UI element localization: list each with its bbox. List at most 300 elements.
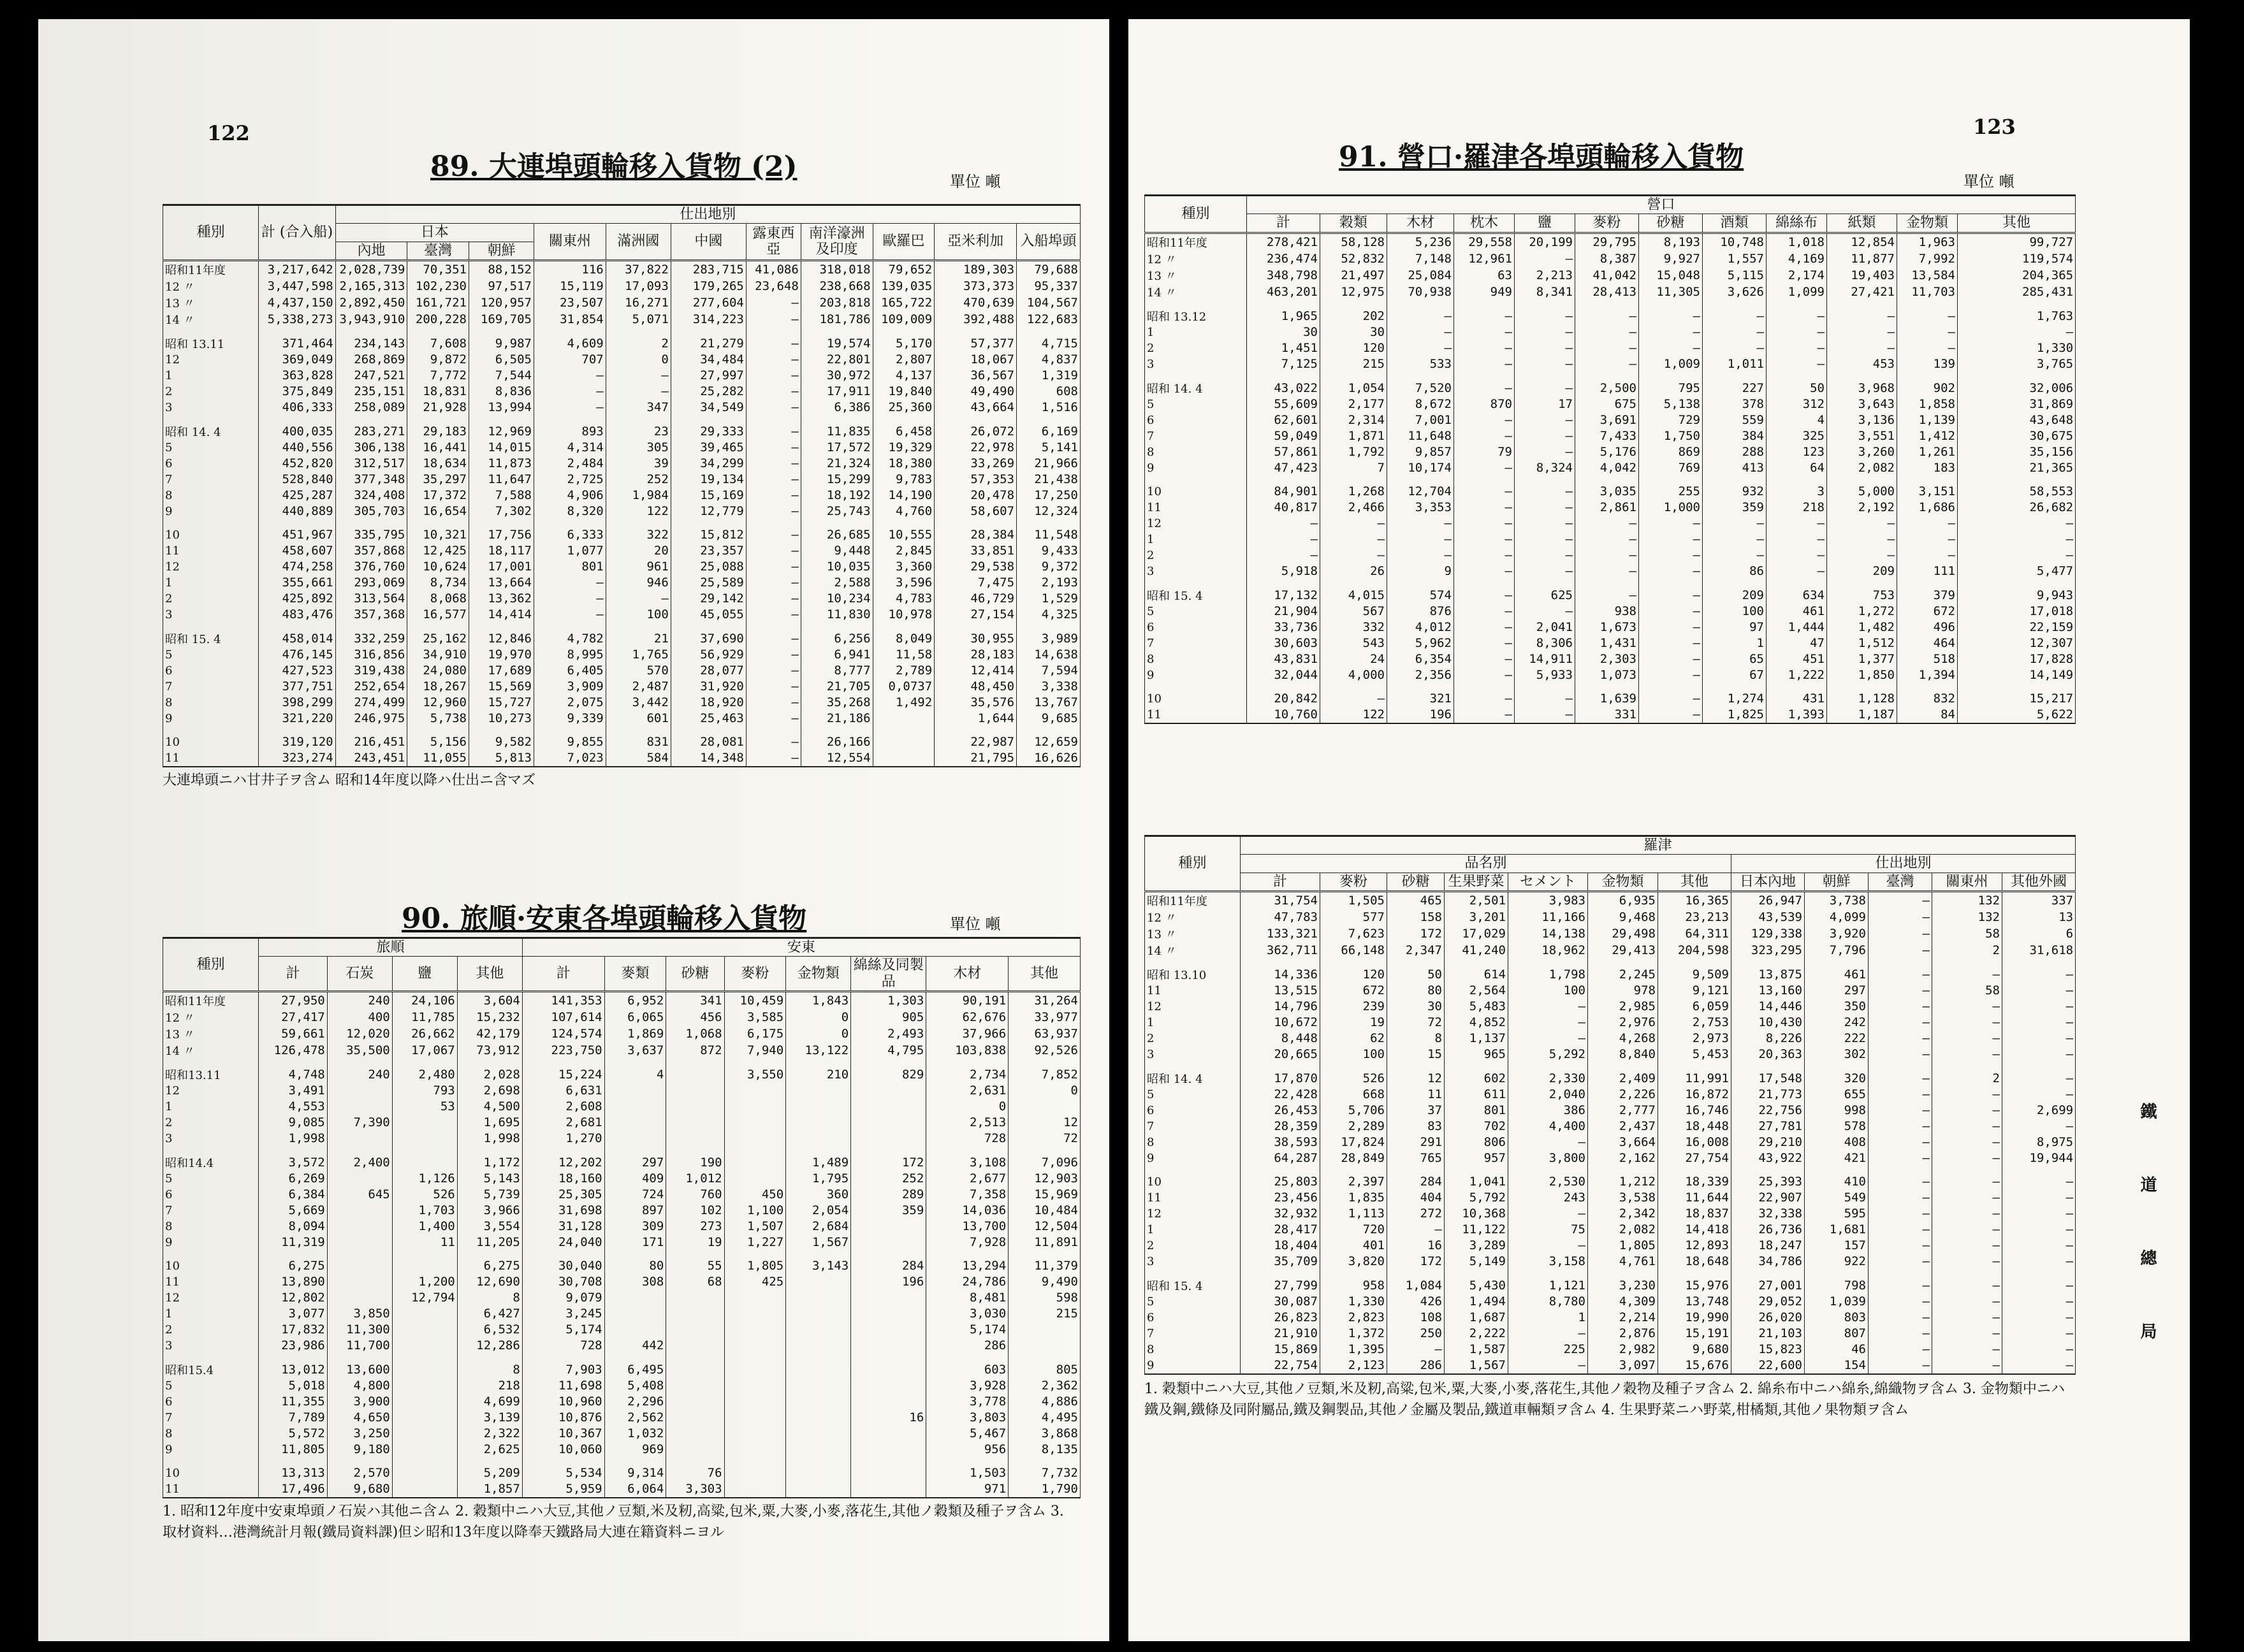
table-cell: 2,501 [1445,891,1508,909]
table-row [1145,1277,2076,1294]
table-row [1145,1166,2076,1174]
row-label [1145,1062,1241,1070]
table-cell: 1,750 [1639,428,1703,444]
table-cell: — [1320,532,1387,547]
table-cell: — [1575,547,1639,563]
table-cell: 11 [392,1235,457,1250]
table-cell: 2,734 [926,1066,1009,1083]
table-cell [666,1458,724,1465]
table-cell: 3,201 [1445,909,1508,925]
row-label: 昭和13.11 [163,1066,259,1083]
table-cell: — [1454,587,1515,604]
table-cell: 2,192 [1827,500,1897,516]
table-row [163,1187,1081,1203]
row-label: 1 [1145,1222,1241,1238]
table-cell: 6,405 [534,663,606,679]
table-cell: 3,360 [873,559,935,575]
table-cell [327,1171,392,1187]
table-cell: 158 [1387,909,1445,925]
table-cell: 21,497 [1320,267,1387,284]
table-cell [1009,1354,1081,1361]
table-cell [604,1083,666,1099]
table-cell: 7,623 [1320,925,1387,942]
table-cell: 6,065 [604,1009,666,1025]
table-cell [786,1354,851,1361]
table-cell: 1,400 [392,1219,457,1235]
table-cell [935,623,1017,630]
table-cell: — [1827,340,1897,356]
col-header: 砂糖 [1387,873,1445,891]
table-cell [1387,476,1454,484]
table-cell: 30,040 [522,1258,604,1274]
table-cell: 483,476 [259,607,335,623]
table-cell: — [1827,308,1897,324]
table-cell: 30 [1387,999,1445,1015]
table-cell: 234,143 [335,335,407,352]
row-label: 1 [1145,1015,1241,1031]
table-cell [534,328,606,335]
table-cell: 10,760 [1247,707,1320,723]
table-cell: 4,400 [1508,1119,1588,1134]
table-cell: 6,333 [534,527,606,543]
table-row [1145,1358,2076,1374]
table-cell: 246,975 [335,711,407,727]
table-cell: 12,659 [1017,734,1081,750]
table-cell: — [606,368,671,384]
table-cell: 62 [1320,1031,1387,1047]
table-cell: — [1932,1310,2002,1326]
table-cell [724,1131,786,1147]
table-cell: 309 [604,1219,666,1235]
table-cell: 21,795 [935,750,1017,767]
table-cell [724,1250,786,1258]
table-cell [1575,579,1639,587]
table-cell: 533 [1387,356,1454,372]
table-cell: 31,869 [1958,396,2076,412]
table-cell [786,1059,851,1066]
table-cell [259,1458,327,1465]
table-cell: 1,377 [1827,651,1897,667]
table-cell: 5,962 [1387,635,1454,651]
table-cell: 79 [1454,444,1515,460]
table-cell: 297 [604,1154,666,1171]
table-cell [1897,372,1958,380]
table-cell: 5,149 [1445,1254,1508,1270]
table-cell: 978 [1588,983,1658,999]
table-cell [1387,1166,1445,1174]
table-cell: — [1387,532,1454,547]
table-cell: 86 [1703,563,1767,579]
table-row [1145,959,2076,966]
table-cell: 80 [604,1258,666,1274]
table-cell: — [1454,484,1515,500]
table-cell [786,1426,851,1442]
table-cell [259,623,335,630]
table-cell: 2 [1932,1070,2002,1087]
table-cell: 25,305 [522,1187,604,1203]
table-cell: 8,324 [1515,460,1575,476]
table-cell: 3,868 [1009,1426,1081,1442]
table-row [1145,1103,2076,1119]
table-cell: 3,538 [1588,1190,1658,1206]
table-cell: 132 [1932,891,2002,909]
table-cell: 9,180 [327,1442,392,1458]
table-cell: 19,574 [801,335,873,352]
table-cell [392,1410,457,1426]
table-cell [851,1338,926,1354]
table-cell: 795 [1639,380,1703,396]
table-cell: — [1767,516,1827,532]
table-cell [604,1115,666,1131]
table-cell: — [534,384,606,400]
col-header-type: 種別 [163,938,259,992]
table-cell: 2,845 [873,543,935,559]
table-cell [851,1235,926,1250]
table-cell: 240 [327,1066,392,1083]
row-label: 1 [1145,532,1247,547]
table-cell: 7,608 [407,335,469,352]
table-cell [801,328,873,335]
table-cell: — [606,591,671,607]
table-cell: 29,142 [671,591,746,607]
table-cell: 421 [1805,1150,1869,1166]
table-cell: 9,448 [801,543,873,559]
table-cell [604,1322,666,1338]
table-cell: 595 [1805,1206,1869,1222]
table-cell: 2,892,450 [335,294,407,311]
table-cell: 39 [606,456,671,472]
table-cell [1017,727,1081,734]
table-cell: 2,289 [1320,1119,1387,1134]
table-cell: 308 [604,1274,666,1290]
table-cell: 3,550 [724,1066,786,1083]
table-cell: 37,822 [606,260,671,278]
table-cell: — [1897,547,1958,563]
table-cell: 16 [1387,1238,1445,1254]
col-header: 計 [1241,873,1320,891]
table-cell [392,1338,457,1354]
table-cell: 1,494 [1445,1294,1508,1310]
table-cell: 3,604 [457,991,522,1009]
table-cell [469,328,534,335]
table-cell: 335,795 [335,527,407,543]
table-cell: 56,929 [671,647,746,663]
table-cell: — [1575,587,1639,604]
table-cell: 2,322 [457,1426,522,1442]
table-cell: 49,490 [935,384,1017,400]
table-cell: 1,084 [1387,1277,1445,1294]
table-cell: 19,944 [2002,1150,2076,1166]
table-cell: 17 [1515,396,1575,412]
table-cell: — [1869,1190,1932,1206]
table-cell: 603 [926,1361,1009,1378]
table-cell: 26,072 [935,423,1017,440]
table-cell: — [1869,1206,1932,1222]
table-cell: 377,348 [335,472,407,488]
table-row [163,559,1081,575]
table-cell: 92,526 [1009,1042,1081,1059]
table-cell: 10,174 [1387,460,1454,476]
table-cell [1897,476,1958,484]
row-label: 12 [1145,999,1241,1015]
table-cell: 6 [2002,925,2076,942]
table-cell [606,519,671,527]
table-cell: — [1827,547,1897,563]
table-cell: 9,339 [534,711,606,727]
table-cell: 252,654 [335,679,407,695]
table-cell [1445,959,1508,966]
table-cell: 3,900 [327,1394,392,1410]
table-row [163,472,1081,488]
table-cell: 570 [606,663,671,679]
table-cell: — [1515,547,1575,563]
table-cell: 318,018 [801,260,873,278]
table-cell: 43,831 [1247,651,1320,667]
table-cell: 461 [1767,604,1827,620]
table-cell: — [1515,691,1575,707]
table-cell: 50 [1767,380,1827,396]
table-cell: 26,166 [801,734,873,750]
table-cell: 25,589 [671,575,746,591]
table-cell: 20,363 [1731,1047,1805,1062]
table-cell: — [1932,1254,2002,1270]
table-cell: 18,837 [1658,1206,1731,1222]
table-row [1145,233,2076,250]
table-cell: 2,226 [1588,1087,1658,1103]
table-cell: 288 [1703,444,1767,460]
table-cell: 2,040 [1508,1087,1588,1103]
row-label: 9 [1145,1358,1241,1374]
table-cell: 88,152 [469,260,534,278]
table-cell: — [2002,999,2076,1015]
col-header: 紙類 [1827,214,1897,233]
table-row [163,1258,1081,1274]
table-cell: — [1767,563,1827,579]
table-cell [786,1131,851,1147]
table-cell [666,1147,724,1154]
table-cell: 100 [1320,1047,1387,1062]
table-cell [457,1059,522,1066]
group-header-rashin: 羅津 [1241,836,2076,855]
table-cell [1445,1270,1508,1277]
table-cell [746,328,801,335]
table-cell: — [1508,1358,1588,1374]
table-cell: 29,498 [1588,925,1658,942]
table-cell [1320,1270,1387,1277]
row-label: 2 [163,591,259,607]
table-cell: — [1932,1326,2002,1342]
table-cell: 425,287 [259,488,335,504]
table-cell: 13,875 [1731,966,1805,983]
table-cell: 2,861 [1575,500,1639,516]
table-cell: 1,039 [1805,1294,1869,1310]
table-cell: — [1575,308,1639,324]
table-cell [724,1361,786,1378]
row-label: 1 [1145,324,1247,340]
table-cell [259,328,335,335]
table-row [1145,635,2076,651]
table-cell: 803 [1805,1310,1869,1326]
table-cell: 645 [327,1187,392,1203]
table-cell: 27,781 [1731,1119,1805,1134]
table-cell: 23,456 [1241,1190,1320,1206]
table-cell: — [1767,340,1827,356]
table-cell: 2,356 [1387,667,1454,683]
table-cell: 29,558 [1454,233,1515,250]
table-cell: 1,187 [1827,707,1897,723]
table-cell: 7,772 [407,368,469,384]
table-cell: 33,977 [1009,1009,1081,1025]
table-cell: 760 [666,1187,724,1203]
table-row [1145,428,2076,444]
table-cell: 4,099 [1805,909,1869,925]
table-cell: 5,813 [469,750,534,767]
table-cell: 728 [522,1338,604,1354]
table-cell: 1,139 [1897,412,1958,428]
page-number: 123 [1973,115,2016,139]
table-cell: — [1454,380,1515,396]
table-cell: 42,179 [457,1025,522,1042]
table-cell [1869,959,1932,966]
table-cell: 13,600 [327,1361,392,1378]
table-cell: 3,353 [1387,500,1454,516]
table-cell: 284 [1387,1174,1445,1190]
table-cell: 1,372 [1320,1326,1387,1342]
table-cell [1658,959,1731,966]
table-cell: 8,320 [534,504,606,519]
table-cell [724,1354,786,1361]
table-cell: 31,618 [2002,942,2076,959]
table-cell: — [1515,532,1575,547]
table-cell: — [1897,516,1958,532]
table-cell: — [1932,1358,2002,1374]
table-cell [259,416,335,423]
table-cell [873,623,935,630]
table-cell: 17,018 [1958,604,2076,620]
table-cell: 23 [606,423,671,440]
table-cell [873,416,935,423]
table-cell: 7,852 [1009,1066,1081,1083]
table-cell: — [2002,1277,2076,1294]
table-cell: 1,330 [1320,1294,1387,1310]
table-cell: 15,048 [1639,267,1703,284]
table-cell: 76 [666,1465,724,1481]
table-cell: 21 [606,630,671,647]
table-cell: 21,773 [1731,1087,1805,1103]
table-row [1145,579,2076,587]
table-row [163,1066,1081,1083]
table-cell: 35,156 [1958,444,2076,460]
table-row [1145,1119,2076,1134]
table-cell: 8,448 [1241,1031,1320,1047]
row-label [1145,1270,1241,1277]
table-cell: 22,159 [1958,620,2076,635]
table-cell: 34,910 [407,647,469,663]
row-label: 昭和11年度 [1145,891,1241,909]
table-cell: — [746,679,801,695]
table-cell: 13 [2002,909,2076,925]
table-cell: 11,805 [259,1442,327,1458]
row-label: 9 [163,711,259,727]
table-cell: 9,372 [1017,559,1081,575]
table-cell: 765 [1387,1150,1445,1166]
table-row [163,543,1081,559]
table-cell: 2,028,739 [335,260,407,278]
col-header: 南洋濠洲及印度 [801,224,873,261]
table-row [163,456,1081,472]
table-cell: 655 [1805,1087,1869,1103]
table-cell: 10,484 [1009,1203,1081,1219]
table-cell: 12,202 [522,1154,604,1171]
table-cell: 209 [1827,563,1897,579]
table-cell: 6,256 [801,630,873,647]
table-cell: 11,703 [1897,284,1958,300]
table-cell: 218 [457,1378,522,1394]
table-cell [1508,1062,1588,1070]
col-header: 生果野菜 [1445,873,1508,891]
table-cell: 6,941 [801,647,873,663]
table-cell: 10,234 [801,591,873,607]
table-cell: 1,557 [1703,250,1767,267]
table-cell [522,1250,604,1258]
table-cell: 23,213 [1658,909,1731,925]
table-cell: 5,292 [1508,1047,1588,1062]
table-cell: — [1575,324,1639,340]
table-cell: 1,695 [457,1115,522,1131]
table-cell [469,416,534,423]
table-cell: 404 [1387,1190,1445,1206]
table-cell: 668 [1320,1087,1387,1103]
table-row [1145,1270,2076,1277]
table-row [1145,1254,2076,1270]
table-cell [1247,579,1320,587]
table-row [163,1354,1081,1361]
table-cell: 1,858 [1897,396,1958,412]
table-cell: 18,160 [522,1171,604,1187]
table-cell: — [1575,516,1639,532]
table-cell: 458,014 [259,630,335,647]
table-cell: 46,729 [935,591,1017,607]
table-cell [1387,372,1454,380]
table-cell [1958,476,2076,484]
table-cell: — [1869,1294,1932,1310]
table-row [163,504,1081,519]
table-cell: 14,911 [1515,651,1575,667]
row-label: 14 〃 [1145,942,1241,959]
table-cell: 28,384 [935,527,1017,543]
table-row [163,647,1081,663]
table-cell [786,1147,851,1154]
table-cell: 227 [1703,380,1767,396]
table-cell: — [1515,604,1575,620]
col-header-type: 種別 [1145,836,1241,892]
row-label: 12 〃 [1145,250,1247,267]
table-cell: 1,113 [1320,1206,1387,1222]
table-cell: 14,138 [1508,925,1588,942]
table-cell [407,727,469,734]
table-cell: 9,314 [604,1465,666,1481]
table-cell: 9,509 [1658,966,1731,983]
row-label: 1 [163,368,259,384]
col-header: 計 [259,957,327,992]
table-cell: 10,035 [801,559,873,575]
col-header: 鹽 [1515,214,1575,233]
table-cell: 47 [1767,635,1827,651]
row-label: 5 [1145,1087,1241,1103]
table-cell: 9,987 [469,335,534,352]
table-cell: — [1387,324,1454,340]
table-cell: 19,840 [873,384,935,400]
